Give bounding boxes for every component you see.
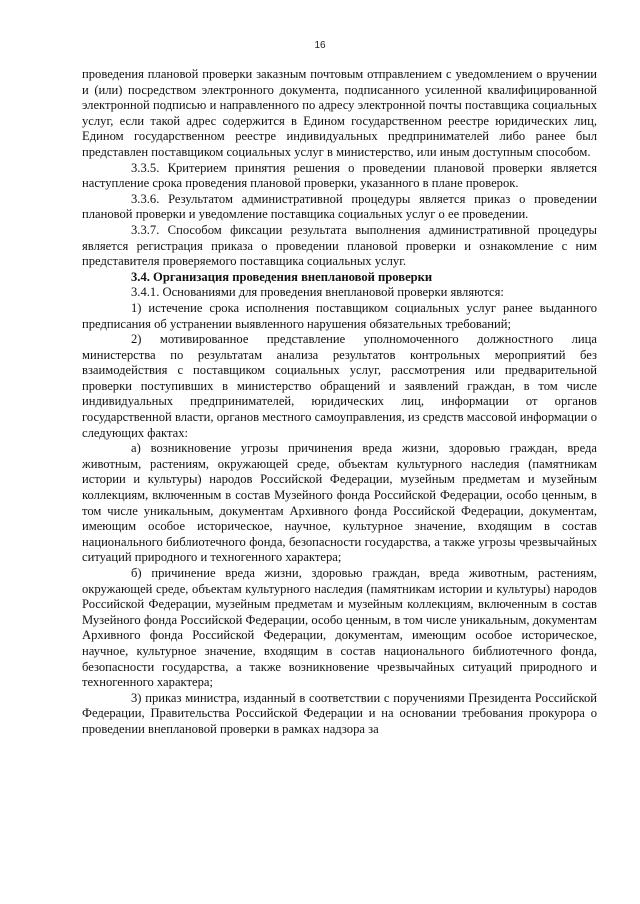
list-item-1: 1) истечение срока исполнения поставщиком социальных услуг ранее выданного предписания об устранении выявленного нарушения обязательных требований; — [82, 300, 597, 331]
paragraph-3-4-1: 3.4.1. Основаниями для проведения внеплановой проверки являются: — [131, 285, 504, 300]
paragraph-3-3-6: 3.3.6. Результатом административной процедуры является приказ о проведении плановой проверки и уведомление поставщика социальных услуг о ее проведении. — [82, 191, 597, 222]
list-item-2b: б) причинение вреда жизни, здоровью граждан, вреда животным, растениям, окружающей среде, объектам культурного наследия (памятникам истории и культуры) народов Российской Федерации, музейным предметам и музейным коллекциям, включенным в состав Музейного фонда Российской Федерации, особо ценным, в том числе уникальным, документам Архивного фонда Российской Федерации, документам, имеющим особое историческое, научное, культурное значение, входящим в состав национального библиотечного фонда, безопасности государства, а также возникновение чрезвычайных ситуаций природного и техногенного характера; — [82, 566, 597, 690]
paragraph-continuation: проведения плановой проверки заказным почтовым отправлением с уведомлением о вручении и (или) посредством электронного документа, подписанного усиленной квалифицированной электронной подписью и направленного по адресу электронной почты поставщика социальных услуг, если такой адрес содержится в Едином государственном реестре юридических лиц, Едином государственном реестре индивидуальных предпринимателей либо ранее был представлен поставщиком социальных услуг в министерство, или иным доступным способом. — [82, 67, 597, 159]
section-heading-3-4: 3.4. Организация проведения внеплановой проверки — [131, 269, 433, 284]
document-body — [82, 67, 597, 738]
paragraph-3-3-7: 3.3.7. Способом фиксации результата выполнения административной процедуры является регистрация приказа о проведении плановой проверки и ознакомление с ним представителя проверяемого поставщика социальных услуг. — [82, 222, 597, 269]
list-item-2a: а) возникновение угрозы причинения вреда жизни, здоровью граждан, вреда животным, растениям, окружающей среде, объектам культурного наследия (памятникам истории и культуры) народов Российской Федерации, музейным предметам и музейным коллекциям, включенным в состав Музейного фонда Российской Федерации, особо ценным, в том числе уникальным, документам Архивного фонда Российской Федерации, документам, имеющим особое историческое, научное, культурное значение, входящим в состав национального библиотечного фонда, безопасности государства, а также угрозы чрезвычайных ситуаций природного и техногенного характера; — [82, 441, 597, 565]
list-item-2: 2) мотивированное представление уполномоченного должностного лица министерства по результатам анализа результатов контрольных мероприятий без взаимодействия с поставщиком социальных услуг, рассмотрения или предварительной проверки поступивших в министерство обращений и заявлений граждан, в том числе индивидуальных предпринимателей, юридических лиц, информации от органов государственной власти, органов местного самоуправления, из средств массовой информации о следующих фактах: — [82, 332, 597, 440]
paragraph-3-3-5: 3.3.5. Критерием принятия решения о проведении плановой проверки является наступление срока проведения плановой проверки, указанного в плане проверок. — [82, 160, 597, 191]
list-item-3: 3) приказ министра, изданный в соответствии с поручениями Президента Российской Федерации, Правительства Российской Федерации и на основании требования прокурора о проведении внеплановой проверки в рамках надзора за — [82, 690, 597, 736]
page-number: 16 — [314, 40, 326, 51]
